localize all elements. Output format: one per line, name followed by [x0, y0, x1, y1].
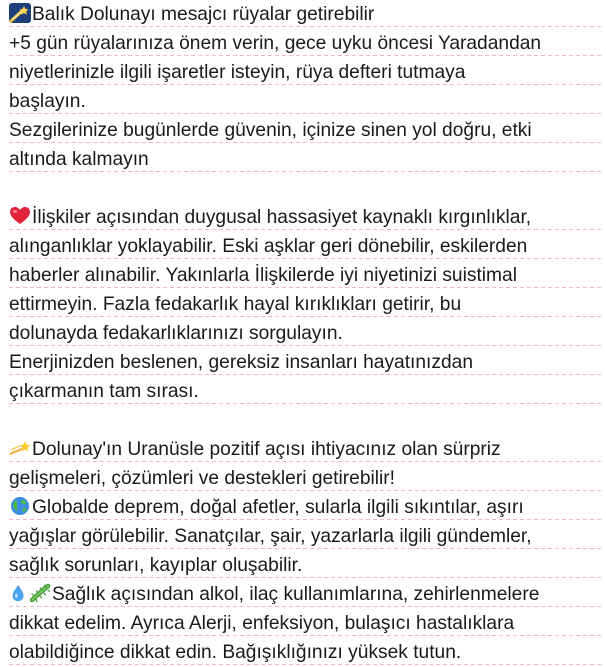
- note-line: [9, 145, 601, 174]
- droplet-icon: [9, 583, 29, 603]
- note-line: [9, 232, 601, 261]
- note-blank-line: [9, 174, 601, 203]
- note-line-text: niyetlerinizle ilgili işaretler isteyin, rüya defteri tutmaya: [9, 62, 466, 83]
- note-body: [9, 0, 601, 667]
- note-line-text: gelişmeleri, çözümleri ve destekleri getirebilir!: [9, 468, 396, 489]
- note-line-text: çıkarmanın tam sırası.: [9, 381, 199, 402]
- note-line-text: Dolunay'ın Uranüsle pozitif açısı ihtiyacınız olan sürpriz: [32, 439, 501, 460]
- dizzy-icon: [9, 438, 31, 458]
- note-line-text: dikkat edelim. Ayrıca Alerji, enfeksiyon, bulaşıcı hastalıklara: [9, 613, 515, 634]
- note-line-text: Balık Dolunayı mesajcı rüyalar getirebilir: [32, 4, 375, 25]
- note-line: [9, 0, 601, 29]
- note-line-text: Sezgilerinize bugünlerde güvenin, içinize sinen yol doğru, etki: [9, 120, 532, 141]
- note-line-text: Globalde deprem, doğal afetler, sularla ilgili sıkıntılar, aşırı: [32, 497, 524, 518]
- note-line: [9, 377, 601, 406]
- note-blank-line: [9, 406, 601, 435]
- note-line: [9, 348, 601, 377]
- shooting-star-icon: [9, 3, 31, 23]
- note-line-text: Enerjinizden beslenen, gereksiz insanları hayatınızdan: [9, 352, 473, 373]
- note-line-text: +5 gün rüyalarınıza önem verin, gece uyku öncesi Yaradandan: [9, 33, 542, 54]
- note-line-text: Sağlık açısından alkol, ilaç kullanımlarına, zehirlenmelere: [52, 584, 540, 605]
- note-line-text: ettirmeyin. Fazla fedakarlık hayal kırıklıkları getirir, bu: [9, 294, 462, 315]
- note-line-text: altında kalmayın: [9, 149, 149, 170]
- microbe-icon: [29, 583, 51, 603]
- globe-icon: [9, 496, 31, 516]
- note-line-text: yağışlar görülebilir. Sanatçılar, şair, yazarlarla ilgili gündemler,: [9, 526, 532, 547]
- note-line-text: haberler alınabilir. Yakınlarla İlişkilerde iyi niyetinizi suistimal: [9, 265, 517, 286]
- note-line: [9, 116, 601, 145]
- note-line: [9, 638, 601, 667]
- note-line: [9, 203, 601, 232]
- note-line: [9, 580, 601, 609]
- note-line: [9, 87, 601, 116]
- note-line-text: alınganlıklar yoklayabilir. Eski aşklar geri dönebilir, eskilerden: [9, 236, 528, 257]
- note-line: [9, 493, 601, 522]
- note-line: [9, 261, 601, 290]
- note-line: [9, 290, 601, 319]
- note-line: [9, 522, 601, 551]
- note-line-text: dolunayda fedakarlıklarınızı sorgulayın.: [9, 323, 343, 344]
- note-line: [9, 551, 601, 580]
- note-line-text: İlişkiler açısından duygusal hassasiyet kaynaklı kırgınlıklar,: [32, 207, 532, 228]
- note-line: [9, 464, 601, 493]
- note-line-text: olabildiğince dikkat edin. Bağışıklığınızı yüksek tutun.: [9, 642, 462, 663]
- note-line-text: başlayın.: [9, 91, 86, 112]
- note-line-text: sağlık sorunları, kayıplar oluşabilir.: [9, 555, 303, 576]
- note-line: [9, 58, 601, 87]
- note-line: [9, 29, 601, 58]
- note-line: [9, 435, 601, 464]
- note-line: [9, 609, 601, 638]
- red-heart-icon: [9, 206, 31, 226]
- note-line: [9, 319, 601, 348]
